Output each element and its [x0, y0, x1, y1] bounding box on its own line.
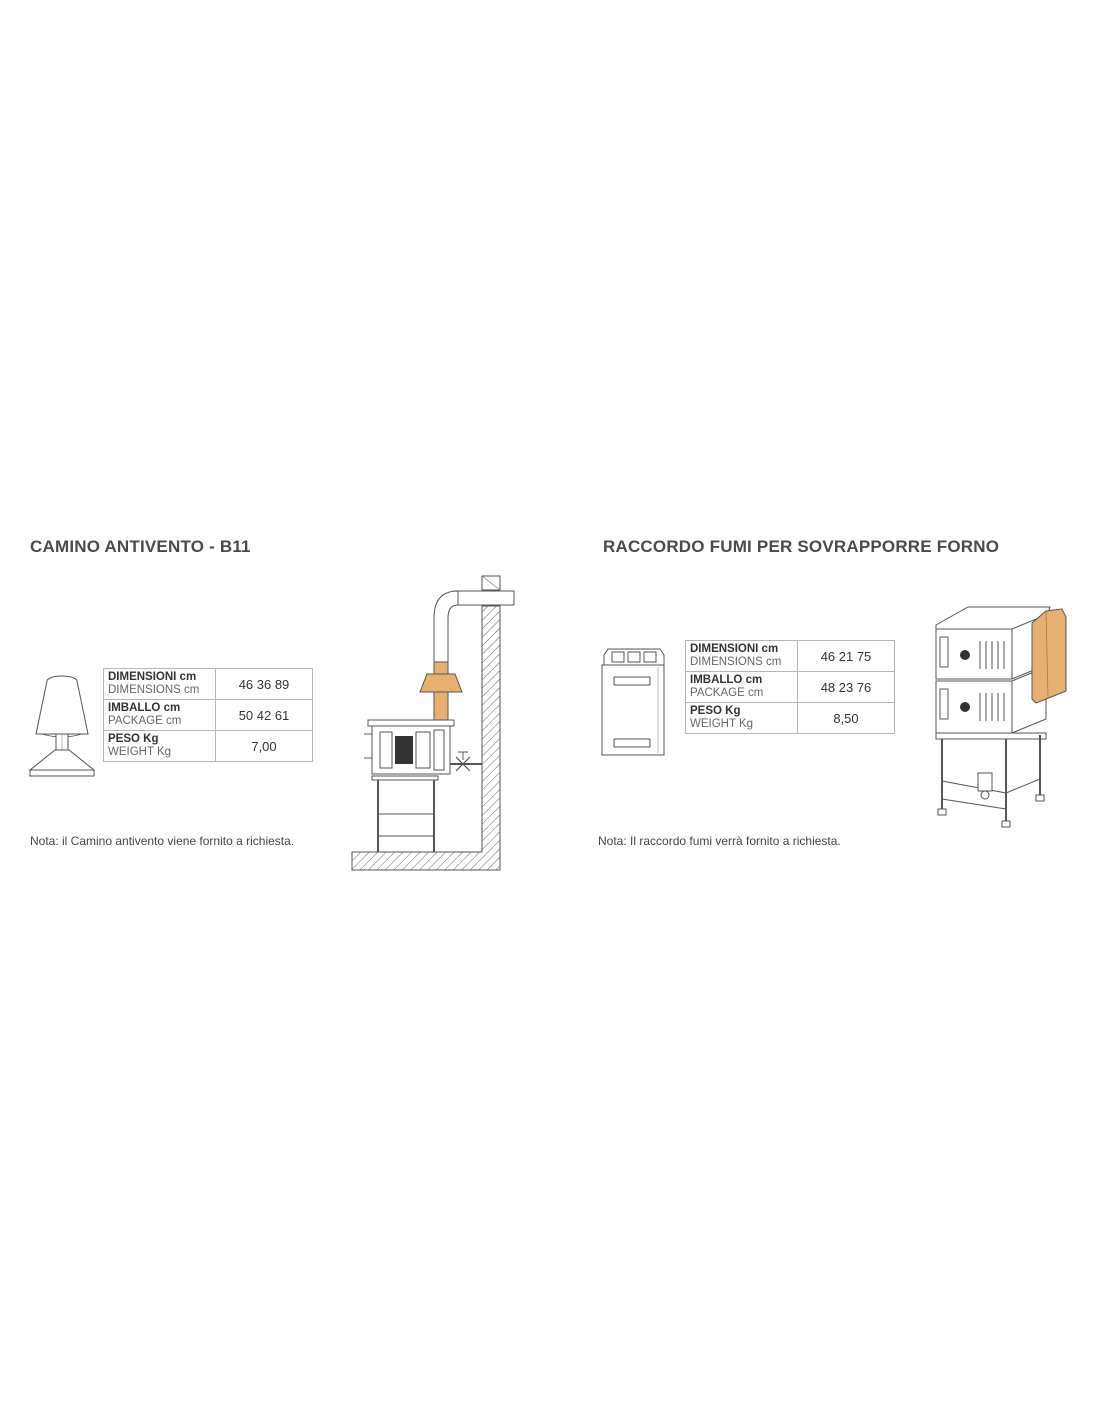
weight-value: 7,00 — [216, 731, 313, 762]
package-label-it: IMBALLO cm — [690, 674, 763, 686]
right-spec-table — [685, 640, 895, 734]
package-label-en: PACKAGE cm — [690, 687, 764, 699]
package-label-it: IMBALLO cm — [108, 702, 181, 714]
table-row — [686, 672, 895, 703]
flue-connector-illustration — [598, 645, 668, 757]
package-value: 50 42 61 — [216, 700, 313, 731]
dimensions-value: 46 21 75 — [798, 641, 895, 672]
table-row — [686, 703, 895, 734]
package-value: 48 23 76 — [798, 672, 895, 703]
right-section-title: RACCORDO FUMI PER SOVRAPPORRE FORNO — [603, 537, 1000, 556]
left-section-title: CAMINO ANTIVENTO - B11 — [30, 537, 251, 556]
package-label-en: PACKAGE cm — [108, 715, 182, 727]
table-row — [104, 700, 313, 731]
dimensions-value: 46 36 89 — [216, 669, 313, 700]
right-note: Nota: Il raccordo fumi verrà fornito a richiesta. — [598, 834, 841, 848]
left-note: Nota: il Camino antivento viene fornito a richiesta. — [30, 834, 295, 848]
weight-label-en: WEIGHT Kg — [690, 718, 754, 730]
weight-value: 8,50 — [798, 703, 895, 734]
table-row — [104, 731, 313, 762]
weight-label-it: PESO Kg — [690, 705, 741, 717]
dimensions-label-en: DIMENSIONS cm — [108, 684, 200, 696]
weight-label-it: PESO Kg — [108, 733, 159, 745]
left-spec-table — [103, 668, 313, 762]
table-row — [686, 641, 895, 672]
table-row — [104, 669, 313, 700]
stacked-ovens-illustration — [928, 603, 1078, 828]
dimensions-label-it: DIMENSIONI cm — [690, 643, 779, 655]
dimensions-label-it: DIMENSIONI cm — [108, 671, 197, 683]
installation-diagram — [350, 574, 520, 876]
dimensions-label-en: DIMENSIONS cm — [690, 656, 782, 668]
weight-label-en: WEIGHT Kg — [108, 746, 172, 758]
chimney-cap-illustration — [22, 672, 102, 784]
